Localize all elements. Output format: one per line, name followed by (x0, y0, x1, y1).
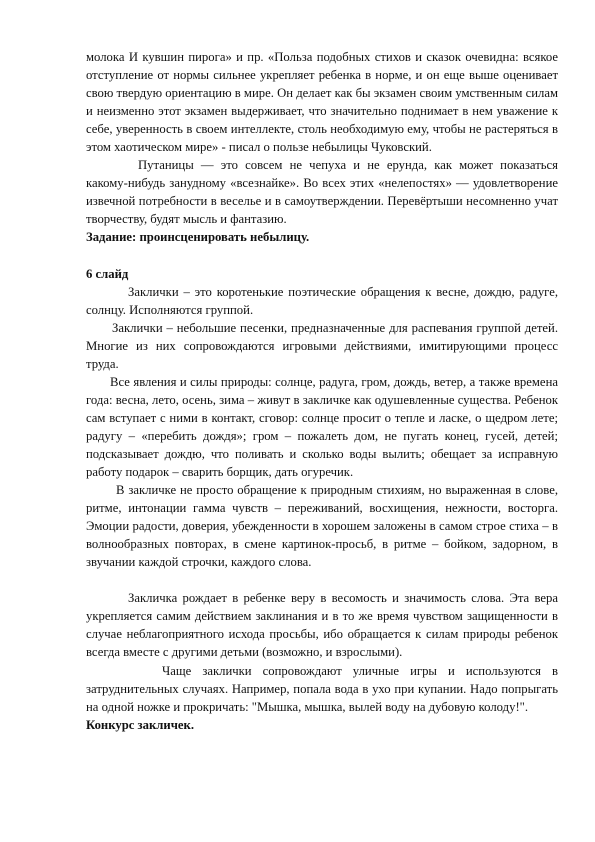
paragraph-nature-forces: Все явления и силы природы: солнце, радуга, гром, дождь, ветер, а также времена года: весна, лето, осень, зима – живут в закличке как одушевленные существа. Ребенок сам вступает с ними в контакт, сговор: солнце просит о тепле и ласке, о щедром лете; радугу – «перебить дождя»; гром – пожалеть дом, не пугать конец, гусей, детей; подсказывает дождю, что поливать и сколько воды вылить; обещает за исправную работу подарок – сварить борщик, дать огуречик. (86, 374, 558, 480)
blank-line (86, 571, 558, 589)
contest-line: Конкурс закличек. (86, 717, 195, 732)
document-body (86, 48, 558, 734)
paragraph-zaklichki-songs: Заклички – небольшие песенки, предназначенные для распевания группой детей. Многие из них сопровождаются игровыми действиями, имитирующими процесс труда. (86, 320, 558, 371)
task-line: Задание: проинсценировать небылицу. (86, 230, 310, 245)
paragraph-feelings: В закличке не просто обращение к природным стихиям, но выраженная в слове, ритме, интонации гамма чувств – переживаний, восхищения, нежности, восторга. Эмоции радости, доверия, убежденности в хорошем заложены в самом строе стиха – в волнообразных повторах, в смене картинок-просьб, в ритме – бойком, задорном, в звучании каждой строчки, каждого слова. (86, 483, 558, 570)
paragraph-putanitsy: Путаницы — это совсем не чепуха и не ерунда, как может показаться какому-нибудь занудному «всезнайке». Во всех этих «нелепостях» — удовлетворение извечной потребности в веселье и в самоутверждении. Перевёртыши несомненно учат творчеству, будят мысль и фантазию. (86, 158, 558, 227)
paragraph-street-games: Чаще заклички сопровождают уличные игры и используются в затруднительных случаях. Например, попала вода в ухо при купании. Надо попрыгать на одной ножке и прокричать: "Мышка, мышка, вылей воду на дубовую колоду!". (86, 663, 558, 714)
slide-heading: 6 слайд (86, 266, 129, 281)
blank-line (86, 247, 558, 265)
paragraph-chukovsky-quote: молока И кувшин пирога» и пр. «Польза подобных стихов и сказок очевидна: всякое отступление от нормы сильнее укрепляет ребенка в норме, и он еще выше оценивает свою твердую ориентацию в мире. Он делает как бы экзамен своим умственным силам и неизменно этот экзамен выдерживает, что значительно поднимает в нем уважение к себе, уверенность в своем интеллекте, столь необходимую ему, чтобы не растеряться в этом хаотическом мире» - писал о пользе небылицы Чуковский. (86, 50, 558, 155)
paragraph-faith-in-word: Закличка рождает в ребенке веру в весомость и значимость слова. Эта вера укрепляется самим действием заклинания и в то же время чувством защищенности в случае неблагоприятного исхода просьбы, ибо обращается к силам природы ребенок всегда вместе с другими детьми (возможно, и взрослыми). (86, 591, 558, 660)
paragraph-zaklichki-definition: Заклички – это коротенькие поэтические обращения к весне, дождю, радуге, солнцу. Исполняются группой. (86, 284, 558, 317)
